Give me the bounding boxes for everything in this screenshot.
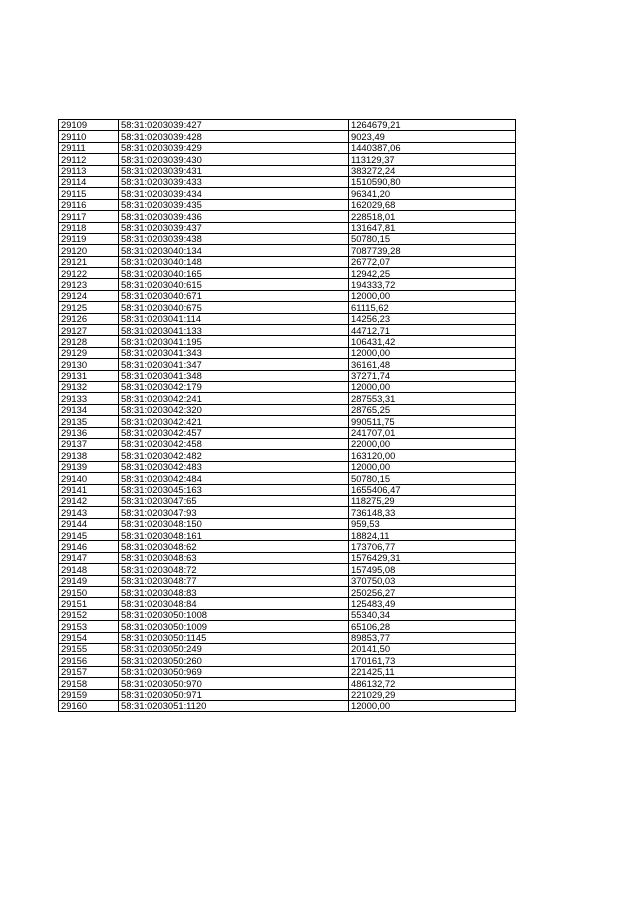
table-row <box>59 678 516 689</box>
value-cell: 44712,71 <box>349 325 516 336</box>
table-row <box>59 621 516 632</box>
table-row <box>59 495 516 506</box>
value-cell: 163120,00 <box>349 450 516 461</box>
cadastral-number-cell: 58:31:0203048:83 <box>119 587 349 598</box>
table-row <box>59 381 516 392</box>
value-cell: 20141,50 <box>349 643 516 654</box>
table-row <box>59 142 516 153</box>
cadastral-number-cell: 58:31:0203039:429 <box>119 142 349 153</box>
cadastral-number-cell: 58:31:0203050:1008 <box>119 609 349 620</box>
table-row <box>59 336 516 347</box>
table-row <box>59 461 516 472</box>
row-number-cell: 29140 <box>59 473 119 484</box>
table-row <box>59 609 516 620</box>
row-number-cell: 29147 <box>59 552 119 563</box>
value-cell: 736148,33 <box>349 507 516 518</box>
row-number-cell: 29134 <box>59 404 119 415</box>
row-number-cell: 29124 <box>59 290 119 301</box>
value-cell: 959,53 <box>349 518 516 529</box>
table-row <box>59 256 516 267</box>
cadastral-number-cell: 58:31:0203042:457 <box>119 427 349 438</box>
row-number-cell: 29135 <box>59 416 119 427</box>
table-row <box>59 427 516 438</box>
row-number-cell: 29131 <box>59 370 119 381</box>
cadastral-number-cell: 58:31:0203048:72 <box>119 564 349 575</box>
row-number-cell: 29122 <box>59 268 119 279</box>
cadastral-number-cell: 58:31:0203039:435 <box>119 199 349 210</box>
row-number-cell: 29114 <box>59 176 119 187</box>
cadastral-number-cell: 58:31:0203039:433 <box>119 176 349 187</box>
value-cell: 157495,08 <box>349 564 516 575</box>
cadastral-number-cell: 58:31:0203042:241 <box>119 393 349 404</box>
cadastral-number-cell: 58:31:0203041:343 <box>119 347 349 358</box>
row-number-cell: 29112 <box>59 154 119 165</box>
value-cell: 37271,74 <box>349 370 516 381</box>
row-number-cell: 29111 <box>59 142 119 153</box>
row-number-cell: 29115 <box>59 188 119 199</box>
cadastral-number-cell: 58:31:0203041:347 <box>119 359 349 370</box>
row-number-cell: 29127 <box>59 325 119 336</box>
row-number-cell: 29143 <box>59 507 119 518</box>
row-number-cell: 29128 <box>59 336 119 347</box>
table-row <box>59 438 516 449</box>
value-cell: 12000,00 <box>349 347 516 358</box>
table-row <box>59 598 516 609</box>
row-number-cell: 29158 <box>59 678 119 689</box>
value-cell: 173706,77 <box>349 541 516 552</box>
value-cell: 65106,28 <box>349 621 516 632</box>
cadastral-number-cell: 58:31:0203048:84 <box>119 598 349 609</box>
cadastral-number-cell: 58:31:0203042:421 <box>119 416 349 427</box>
row-number-cell: 29155 <box>59 643 119 654</box>
row-number-cell: 29109 <box>59 120 119 131</box>
cadastral-number-cell: 58:31:0203042:484 <box>119 473 349 484</box>
value-cell: 221425,11 <box>349 666 516 677</box>
value-cell: 22000,00 <box>349 438 516 449</box>
value-cell: 28765,25 <box>349 404 516 415</box>
value-cell: 486132,72 <box>349 678 516 689</box>
row-number-cell: 29159 <box>59 689 119 700</box>
table-row <box>59 484 516 495</box>
table-row <box>59 154 516 165</box>
row-number-cell: 29157 <box>59 666 119 677</box>
row-number-cell: 29118 <box>59 222 119 233</box>
table-row <box>59 290 516 301</box>
table-row <box>59 222 516 233</box>
row-number-cell: 29120 <box>59 245 119 256</box>
row-number-cell: 29133 <box>59 393 119 404</box>
row-number-cell: 29142 <box>59 495 119 506</box>
value-cell: 118275,29 <box>349 495 516 506</box>
cadastral-number-cell: 58:31:0203048:150 <box>119 518 349 529</box>
row-number-cell: 29144 <box>59 518 119 529</box>
table-body <box>59 120 516 712</box>
value-cell: 18824,11 <box>349 530 516 541</box>
cadastral-number-cell: 58:31:0203041:348 <box>119 370 349 381</box>
table-row <box>59 131 516 142</box>
row-number-cell: 29149 <box>59 575 119 586</box>
value-cell: 125483,49 <box>349 598 516 609</box>
table-row <box>59 347 516 358</box>
table-row <box>59 541 516 552</box>
value-cell: 383272,24 <box>349 165 516 176</box>
value-cell: 250256,27 <box>349 587 516 598</box>
row-number-cell: 29136 <box>59 427 119 438</box>
table-row <box>59 370 516 381</box>
value-cell: 106431,42 <box>349 336 516 347</box>
cadastral-number-cell: 58:31:0203040:615 <box>119 279 349 290</box>
cadastral-number-cell: 58:31:0203040:675 <box>119 302 349 313</box>
table-row <box>59 575 516 586</box>
table-row <box>59 518 516 529</box>
table-row <box>59 279 516 290</box>
value-cell: 162029,68 <box>349 199 516 210</box>
table-row <box>59 700 516 711</box>
cadastral-number-cell: 58:31:0203047:93 <box>119 507 349 518</box>
row-number-cell: 29137 <box>59 438 119 449</box>
table-row <box>59 199 516 210</box>
cadastral-number-cell: 58:31:0203047:65 <box>119 495 349 506</box>
value-cell: 1655406,47 <box>349 484 516 495</box>
row-number-cell: 29146 <box>59 541 119 552</box>
table-row <box>59 176 516 187</box>
row-number-cell: 29117 <box>59 211 119 222</box>
table-row <box>59 552 516 563</box>
row-number-cell: 29113 <box>59 165 119 176</box>
cadastral-number-cell: 58:31:0203039:434 <box>119 188 349 199</box>
table-row <box>59 120 516 131</box>
cadastral-number-cell: 58:31:0203040:165 <box>119 268 349 279</box>
table-row <box>59 245 516 256</box>
value-cell: 370750,03 <box>349 575 516 586</box>
row-number-cell: 29154 <box>59 632 119 643</box>
cadastral-number-cell: 58:31:0203050:970 <box>119 678 349 689</box>
value-cell: 1576429,31 <box>349 552 516 563</box>
value-cell: 7087739,28 <box>349 245 516 256</box>
value-cell: 287553,31 <box>349 393 516 404</box>
table-row <box>59 643 516 654</box>
table-row <box>59 666 516 677</box>
value-cell: 26772,07 <box>349 256 516 267</box>
value-cell: 228518,01 <box>349 211 516 222</box>
table-row <box>59 473 516 484</box>
table-row <box>59 313 516 324</box>
cadastral-number-cell: 58:31:0203051:1120 <box>119 700 349 711</box>
cadastral-number-cell: 58:31:0203048:161 <box>119 530 349 541</box>
row-number-cell: 29150 <box>59 587 119 598</box>
table-row <box>59 188 516 199</box>
table-row <box>59 655 516 666</box>
cadastral-number-cell: 58:31:0203041:195 <box>119 336 349 347</box>
row-number-cell: 29156 <box>59 655 119 666</box>
cadastral-number-cell: 58:31:0203045:163 <box>119 484 349 495</box>
row-number-cell: 29130 <box>59 359 119 370</box>
table-row <box>59 211 516 222</box>
cadastral-number-cell: 58:31:0203042:483 <box>119 461 349 472</box>
value-cell: 131647,81 <box>349 222 516 233</box>
table-row <box>59 359 516 370</box>
value-cell: 1264679,21 <box>349 120 516 131</box>
value-cell: 241707,01 <box>349 427 516 438</box>
row-number-cell: 29125 <box>59 302 119 313</box>
cadastral-number-cell: 58:31:0203050:260 <box>119 655 349 666</box>
value-cell: 170161,73 <box>349 655 516 666</box>
value-cell: 194333,72 <box>349 279 516 290</box>
table-row <box>59 325 516 336</box>
cadastral-number-cell: 58:31:0203048:77 <box>119 575 349 586</box>
table-row <box>59 587 516 598</box>
value-cell: 55340,34 <box>349 609 516 620</box>
table-row <box>59 302 516 313</box>
value-cell: 50780,15 <box>349 473 516 484</box>
cadastral-number-cell: 58:31:0203040:148 <box>119 256 349 267</box>
cadastral-number-cell: 58:31:0203050:971 <box>119 689 349 700</box>
cadastral-number-cell: 58:31:0203041:114 <box>119 313 349 324</box>
value-cell: 61115,62 <box>349 302 516 313</box>
row-number-cell: 29151 <box>59 598 119 609</box>
cadastral-number-cell: 58:31:0203042:320 <box>119 404 349 415</box>
value-cell: 1510590,80 <box>349 176 516 187</box>
value-cell: 221029,29 <box>349 689 516 700</box>
value-cell: 12000,00 <box>349 290 516 301</box>
value-cell: 12942,25 <box>349 268 516 279</box>
cadastral-number-cell: 58:31:0203039:430 <box>119 154 349 165</box>
table-row <box>59 564 516 575</box>
value-cell: 12000,00 <box>349 700 516 711</box>
table-row <box>59 393 516 404</box>
cadastral-number-cell: 58:31:0203042:482 <box>119 450 349 461</box>
row-number-cell: 29121 <box>59 256 119 267</box>
table-row <box>59 689 516 700</box>
row-number-cell: 29141 <box>59 484 119 495</box>
cadastral-number-cell: 58:31:0203039:438 <box>119 233 349 244</box>
row-number-cell: 29116 <box>59 199 119 210</box>
table-row <box>59 233 516 244</box>
row-number-cell: 29126 <box>59 313 119 324</box>
cadastral-number-cell: 58:31:0203041:133 <box>119 325 349 336</box>
row-number-cell: 29160 <box>59 700 119 711</box>
table-row <box>59 507 516 518</box>
value-cell: 12000,00 <box>349 461 516 472</box>
table-row <box>59 530 516 541</box>
value-cell: 9023,49 <box>349 131 516 142</box>
row-number-cell: 29119 <box>59 233 119 244</box>
value-cell: 14256,23 <box>349 313 516 324</box>
cadastral-number-cell: 58:31:0203050:969 <box>119 666 349 677</box>
cadastral-number-cell: 58:31:0203039:436 <box>119 211 349 222</box>
cadastral-number-cell: 58:31:0203039:437 <box>119 222 349 233</box>
value-cell: 990511,75 <box>349 416 516 427</box>
value-cell: 12000,00 <box>349 381 516 392</box>
value-cell: 113129,37 <box>349 154 516 165</box>
table-row <box>59 404 516 415</box>
value-cell: 96341,20 <box>349 188 516 199</box>
cadastral-number-cell: 58:31:0203050:249 <box>119 643 349 654</box>
row-number-cell: 29145 <box>59 530 119 541</box>
cadastral-number-cell: 58:31:0203039:428 <box>119 131 349 142</box>
cadastral-number-cell: 58:31:0203039:431 <box>119 165 349 176</box>
value-cell: 89853,77 <box>349 632 516 643</box>
value-cell: 50780,15 <box>349 233 516 244</box>
row-number-cell: 29129 <box>59 347 119 358</box>
cadastral-number-cell: 58:31:0203050:1145 <box>119 632 349 643</box>
data-table <box>58 119 516 712</box>
table-row <box>59 416 516 427</box>
cadastral-number-cell: 58:31:0203048:62 <box>119 541 349 552</box>
table-row <box>59 268 516 279</box>
cadastral-number-cell: 58:31:0203040:134 <box>119 245 349 256</box>
value-cell: 1440387,06 <box>349 142 516 153</box>
table-row <box>59 450 516 461</box>
table-row <box>59 165 516 176</box>
row-number-cell: 29132 <box>59 381 119 392</box>
value-cell: 36161,48 <box>349 359 516 370</box>
cadastral-number-cell: 58:31:0203039:427 <box>119 120 349 131</box>
row-number-cell: 29138 <box>59 450 119 461</box>
row-number-cell: 29148 <box>59 564 119 575</box>
row-number-cell: 29110 <box>59 131 119 142</box>
row-number-cell: 29123 <box>59 279 119 290</box>
cadastral-number-cell: 58:31:0203042:179 <box>119 381 349 392</box>
row-number-cell: 29139 <box>59 461 119 472</box>
cadastral-number-cell: 58:31:0203042:458 <box>119 438 349 449</box>
cadastral-number-cell: 58:31:0203040:671 <box>119 290 349 301</box>
cadastral-number-cell: 58:31:0203048:63 <box>119 552 349 563</box>
table-row <box>59 632 516 643</box>
row-number-cell: 29153 <box>59 621 119 632</box>
row-number-cell: 29152 <box>59 609 119 620</box>
cadastral-number-cell: 58:31:0203050:1009 <box>119 621 349 632</box>
